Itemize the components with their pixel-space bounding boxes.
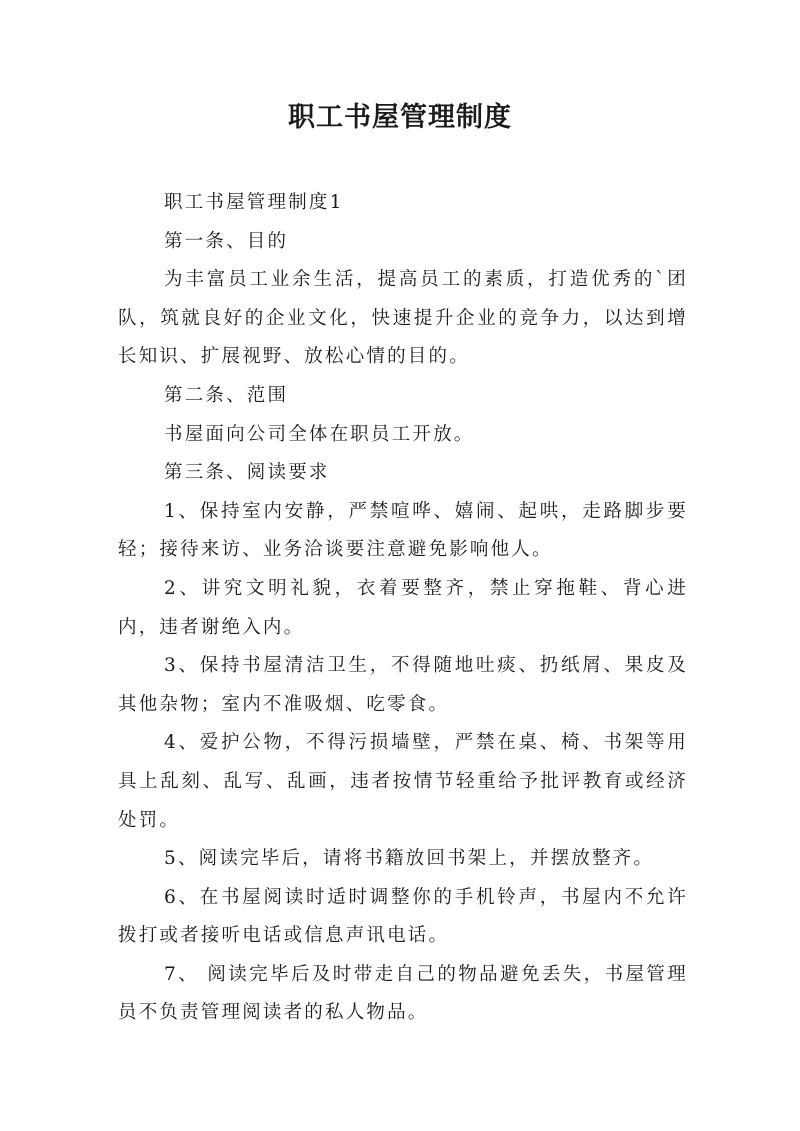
article-2-heading: 第二条、范围 [164, 384, 289, 406]
rule-item: 7、 阅读完毕后及时带走自己的物品避免丢失，书屋管理员不负责管理阅读者的私人物品。 [118, 963, 688, 1024]
section-heading: 职工书屋管理制度1 [164, 192, 344, 213]
rule-item: 4、爱护公物，不得污损墙壁，严禁在桌、椅、书架等用具上乱刻、乱写、乱画，违者按情节轻重给予批评教育或经济处罚。 [118, 732, 688, 831]
rule-item: 6、在书屋阅读时适时调整你的手机铃声，书屋内不允许拨打或者接听电话或信息声讯电话。 [118, 886, 688, 947]
rule-item: 2、讲究文明礼貌，衣着要整齐，禁止穿拖鞋、背心进内，违者谢绝入内。 [118, 577, 688, 638]
document-title: 职工书屋管理制度 [288, 102, 512, 133]
document-body [118, 184, 688, 1033]
rule-item: 5、阅读完毕后，请将书籍放回书架上，并摆放整齐。 [164, 848, 655, 870]
article-3-heading: 第三条、阅读要求 [164, 462, 330, 484]
article-2-text: 书屋面向公司全体在职员工开放。 [164, 423, 475, 445]
article-1-text: 为丰富员工业余生活，提高员工的素质，打造优秀的`团队，筑就良好的企业文化，快速提升企业的竞争力，以达到增长知识、扩展视野、放松心情的目的。 [118, 269, 688, 368]
rule-item: 3、保持书屋清洁卫生，不得随地吐痰、扔纸屑、果皮及其他杂物；室内不准吸烟、吃零食。 [118, 655, 688, 715]
rule-item: 1、保持室内安静，严禁喧哗、嬉闹、起哄，走路脚步要轻；接待来访、业务洽谈要注意避免影响他人。 [118, 500, 688, 561]
article-1-heading: 第一条、目的 [164, 230, 289, 252]
